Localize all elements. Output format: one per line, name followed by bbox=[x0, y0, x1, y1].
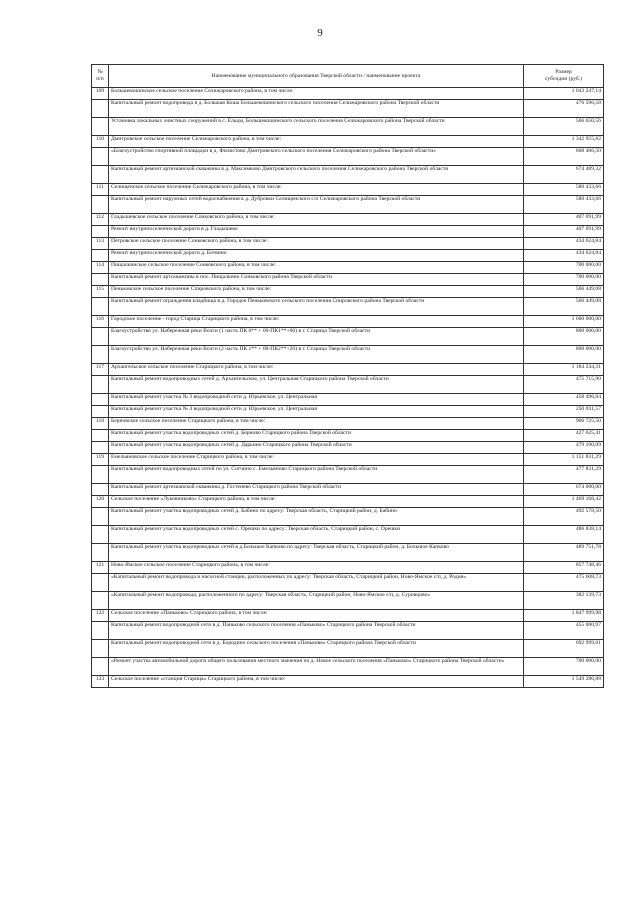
row-amount: 434 624,84 bbox=[524, 238, 604, 250]
table-row-project bbox=[92, 346, 604, 364]
row-name: Капитальный ремонт водопроводных сетей д. Архангельское, ул. Центральная Старицкого района Тверской области bbox=[109, 376, 524, 394]
row-number: 109 bbox=[92, 88, 109, 100]
table-row-municipality bbox=[92, 562, 604, 574]
table-row-project bbox=[92, 148, 604, 166]
row-number: 118 bbox=[92, 418, 109, 430]
row-number: 110 bbox=[92, 136, 109, 148]
row-amount: 382 139,73 bbox=[524, 592, 604, 610]
table-row-project bbox=[92, 328, 604, 346]
row-number bbox=[92, 592, 109, 610]
row-name: Ново-Ямское сельское поселение Старицкого района, в том числе: bbox=[109, 562, 524, 574]
row-number bbox=[92, 376, 109, 394]
page-number: 9 bbox=[317, 27, 323, 39]
row-number: 121 bbox=[92, 562, 109, 574]
table-row-project bbox=[92, 574, 604, 592]
row-amount: 492 578,50 bbox=[524, 508, 604, 526]
table-row-project bbox=[92, 298, 604, 316]
table-row-municipality bbox=[92, 496, 604, 508]
row-amount: 674 000,00 bbox=[524, 484, 604, 496]
row-name: Благоустройство ул. Набережная реки Волги (2 часть ПК 1** + 00-ПК2**+20) в г. Старица Тверской области bbox=[109, 346, 524, 364]
row-name: Капитальный ремонт артезианской скважины в д. Максимково Дмитровского сельского поселения Селижаровского района Тверской области bbox=[109, 166, 524, 184]
row-number bbox=[92, 148, 109, 166]
table-row-municipality bbox=[92, 136, 604, 148]
row-name: Капитальный ремонт ограждения кладбища в д. Городок Пеньковского сельского поселения Спировского района Тверской области bbox=[109, 298, 524, 316]
table-row-project bbox=[92, 376, 604, 394]
row-amount: 1 469 168,42 bbox=[524, 496, 604, 508]
row-amount: 489 751,78 bbox=[524, 544, 604, 562]
table-row-project bbox=[92, 166, 604, 184]
row-number bbox=[92, 544, 109, 562]
row-number bbox=[92, 406, 109, 418]
row-name: «Благоустройство спортивной площадки в д. Филистово Дмитровского сельского поселения Селижаровского района Тверской области» bbox=[109, 148, 524, 166]
table-row-project bbox=[92, 196, 604, 214]
row-name: Установка локальных очистных сооружений в с. Ельцы, Большекошинского сельского поселения Селижаровского района Тверской области bbox=[109, 118, 524, 136]
row-amount: 479 100,09 bbox=[524, 442, 604, 454]
row-name: Капитальный ремонт участка водопроводных сетей в д.Большое Капково по адресу: Тверская область, Старицкий район, д. Большое Капково bbox=[109, 544, 524, 562]
row-number bbox=[92, 226, 109, 238]
row-number: 117 bbox=[92, 364, 109, 376]
row-name: Городское поселение - город Старица Старицкого района, в том числе: bbox=[109, 316, 524, 328]
table-row-project bbox=[92, 466, 604, 484]
subsidy-table bbox=[91, 64, 604, 688]
row-number bbox=[92, 442, 109, 454]
table-body bbox=[92, 88, 604, 688]
row-number bbox=[92, 100, 109, 118]
row-number bbox=[92, 574, 109, 592]
table-row-project bbox=[92, 544, 604, 562]
row-name: Капитальный ремонт участка водопроводных сетей с. Орешки по адресу: Тверская область, Старицкий район, с. Орешки bbox=[109, 526, 524, 544]
row-name: Капитальный ремонт участка № 4 водопроводной сети д. Юрьевское, ул. Центральная bbox=[109, 406, 524, 418]
table-row-project bbox=[92, 394, 604, 406]
row-amount: 700 000,00 bbox=[524, 262, 604, 274]
row-name: Капитальный ремонт артскважины в пос. Пищалкино Сонковского района Тверской области bbox=[109, 274, 524, 286]
row-amount: 458 496,84 bbox=[524, 394, 604, 406]
row-name: «Капитальный ремонт водопровода, расположенного по адресу: Тверская область, Старицкий район, Ново-Ямское с/п, д. Суровцово» bbox=[109, 592, 524, 610]
table-row-municipality bbox=[92, 676, 604, 688]
row-name: Капитальный ремонт участка № 3 водопроводной сети д. Юрьевское, ул. Центральная bbox=[109, 394, 524, 406]
row-number bbox=[92, 484, 109, 496]
table-row-project bbox=[92, 526, 604, 544]
row-amount: 692 999,01 bbox=[524, 640, 604, 658]
row-amount: 906 725,50 bbox=[524, 418, 604, 430]
row-number bbox=[92, 166, 109, 184]
header-number: № п/п bbox=[92, 65, 109, 88]
row-number: 113 bbox=[92, 238, 109, 250]
row-number bbox=[92, 622, 109, 640]
table-row-project bbox=[92, 100, 604, 118]
row-amount: 475 715,90 bbox=[524, 376, 604, 394]
row-amount: 566 449,08 bbox=[524, 298, 604, 316]
row-name: Сельское поселение «Паньково» Старицкого района, в том числе: bbox=[109, 610, 524, 622]
row-name: Капитальный ремонт артезианской скважины д. Гостенево Старицкого района Тверской области bbox=[109, 484, 524, 496]
row-number bbox=[92, 328, 109, 346]
row-name: Дмитровское сельское поселение Селижаровского района, в том числе: bbox=[109, 136, 524, 148]
row-number bbox=[92, 430, 109, 442]
row-amount: 800 000,00 bbox=[524, 328, 604, 346]
row-amount: 674 489,32 bbox=[524, 166, 604, 184]
row-name: Капитальный ремонт водопроводных сетей по ул. Сотчино с. Емельяново Старицкого района Тверской области bbox=[109, 466, 524, 484]
row-number bbox=[92, 250, 109, 262]
row-name: Капитальный ремонт водопровода в д. Большая Коша Большекошинского сельского поселения Селижаровского района Тверской области bbox=[109, 100, 524, 118]
table-row-project bbox=[92, 508, 604, 526]
row-name: Архангельское сельское поселение Старицкого района, в том числе: bbox=[109, 364, 524, 376]
row-amount: 1 549 280,88 bbox=[524, 676, 604, 688]
header-name: Наименование муниципального образования Тверской области / наименование проекта bbox=[109, 65, 524, 88]
table-row-project bbox=[92, 274, 604, 286]
row-name: Емельяновское сельское поселение Старицкого района, в том числе: bbox=[109, 454, 524, 466]
table-row-municipality bbox=[92, 88, 604, 100]
row-number: 111 bbox=[92, 184, 109, 196]
row-amount: 407 091,99 bbox=[524, 214, 604, 226]
row-name: Пищалкинское сельское поселение Сонковского района, в том числе: bbox=[109, 262, 524, 274]
row-amount: 427 625,41 bbox=[524, 430, 604, 442]
row-name: Сельское поселение «станция Старица» Старицкого района, в том числе: bbox=[109, 676, 524, 688]
row-number bbox=[92, 274, 109, 286]
row-amount: 857 748,46 bbox=[524, 562, 604, 574]
row-amount: 475 608,73 bbox=[524, 574, 604, 592]
table-row-project bbox=[92, 430, 604, 442]
row-number: 116 bbox=[92, 316, 109, 328]
row-number bbox=[92, 196, 109, 214]
row-amount: 407 091,99 bbox=[524, 226, 604, 238]
table-row-municipality bbox=[92, 238, 604, 250]
table-row-project bbox=[92, 118, 604, 136]
row-number bbox=[92, 466, 109, 484]
row-number: 114 bbox=[92, 262, 109, 274]
row-name: Сельское поселение «Луковниково» Старицкого района, в том числе: bbox=[109, 496, 524, 508]
table-row-project bbox=[92, 484, 604, 496]
table-row-municipality bbox=[92, 214, 604, 226]
row-name: Капитальный ремонт участка водопроводных сетей д. Берново Старицкого района Тверской области bbox=[109, 430, 524, 442]
header-amount: Размер субсидии (руб.) bbox=[524, 65, 604, 88]
row-name: Капитальный ремонт наружных сетей водоснабжения в д. Дубровки Селищенского с/п Селижаровского района Тверской области bbox=[109, 196, 524, 214]
row-number bbox=[92, 526, 109, 544]
row-amount: 700 000,00 bbox=[524, 658, 604, 676]
row-name: Капитальный ремонт участка водопроводных сетей д. Дарьино Старицкого района Тверской области bbox=[109, 442, 524, 454]
row-name: Ремонт внутрипоселенческой дороги д. Ботвино bbox=[109, 250, 524, 262]
row-name: Благоустройство ул. Набережная реки Волги (1 часть ПК 0** + 00-ПК1**+00) в г. Старица Тверской области bbox=[109, 328, 524, 346]
row-name: Пеньковское сельское поселение Спировского района, в том числе: bbox=[109, 286, 524, 298]
row-amount: 566 449,08 bbox=[524, 286, 604, 298]
row-amount: 1 043 247,14 bbox=[524, 88, 604, 100]
row-name: Капитальный ремонт участка водопроводных сетей д. Бабино по адресу: Тверская область, Старицкий район, д. Бабино bbox=[109, 508, 524, 526]
row-number: 122 bbox=[92, 610, 109, 622]
table-row-project bbox=[92, 592, 604, 610]
row-name: Петровское сельское поселение Сонковского района, в том числе: bbox=[109, 238, 524, 250]
table-row-project bbox=[92, 226, 604, 238]
row-number: 119 bbox=[92, 454, 109, 466]
table-row-project bbox=[92, 406, 604, 418]
row-number: 120 bbox=[92, 496, 109, 508]
table-row-municipality bbox=[92, 184, 604, 196]
row-name: «Ремонт участка автомобильной дороги общего пользования местного значения по д. Новое сельского поселения «Паньково» Старицкого района Тверской области» bbox=[109, 658, 524, 676]
row-name: Гладышевское сельское поселение Сонковского района, в том числе: bbox=[109, 214, 524, 226]
row-name: Капитальный ремонт водопроводной сети в д. Бородино сельского поселения «Паньково» Старицкого района Тверской области bbox=[109, 640, 524, 658]
table-row-municipality bbox=[92, 286, 604, 298]
row-amount: 700 000,00 bbox=[524, 274, 604, 286]
row-amount: 1 184 244,31 bbox=[524, 364, 604, 376]
table-header-row bbox=[92, 65, 604, 88]
row-amount: 434 624,84 bbox=[524, 250, 604, 262]
row-name: Большекошинское сельское поселение Селижаровского района, в том числе: bbox=[109, 88, 524, 100]
row-number: 112 bbox=[92, 214, 109, 226]
row-amount: 476 596,58 bbox=[524, 100, 604, 118]
row-amount: 580 433,66 bbox=[524, 196, 604, 214]
row-amount: 250 031,57 bbox=[524, 406, 604, 418]
row-amount: 1 342 955,82 bbox=[524, 136, 604, 148]
row-name: Капитальный ремонт водопроводной сети в д. Паньково сельского поселения «Паньково» Старицкого района Тверской области bbox=[109, 622, 524, 640]
row-number: 123 bbox=[92, 676, 109, 688]
row-amount: 668 466,50 bbox=[524, 148, 604, 166]
row-number bbox=[92, 298, 109, 316]
row-name: Ремонт внутрипоселенческой дороги в д. Гладышево bbox=[109, 226, 524, 238]
table-row-project bbox=[92, 442, 604, 454]
row-amount: 1 151 831,29 bbox=[524, 454, 604, 466]
table-row-municipality bbox=[92, 454, 604, 466]
table-row-municipality bbox=[92, 364, 604, 376]
row-number bbox=[92, 658, 109, 676]
row-name: «Капитальный ремонт водопровода и насосной станции, расположенных по адресу: Тверская область, Старицкий район, Ново-Ямское с/п, д. Родня» bbox=[109, 574, 524, 592]
row-amount: 477 831,29 bbox=[524, 466, 604, 484]
table-row-project bbox=[92, 250, 604, 262]
table-row-project bbox=[92, 622, 604, 640]
table-row-municipality bbox=[92, 316, 604, 328]
row-number bbox=[92, 394, 109, 406]
row-number: 115 bbox=[92, 286, 109, 298]
row-amount: 1 847 999,98 bbox=[524, 610, 604, 622]
row-amount: 455 000,97 bbox=[524, 622, 604, 640]
table-row-project bbox=[92, 640, 604, 658]
row-number bbox=[92, 640, 109, 658]
row-amount: 580 433,66 bbox=[524, 184, 604, 196]
row-name: Селищенское сельское поселение Селижаровского района, в том числе: bbox=[109, 184, 524, 196]
table-row-municipality bbox=[92, 610, 604, 622]
table-row-municipality bbox=[92, 418, 604, 430]
row-amount: 1 600 000,00 bbox=[524, 316, 604, 328]
table-row-project bbox=[92, 658, 604, 676]
row-amount: 566 650,56 bbox=[524, 118, 604, 136]
row-amount: 486 838,14 bbox=[524, 526, 604, 544]
table-row-municipality bbox=[92, 262, 604, 274]
row-number bbox=[92, 508, 109, 526]
row-number bbox=[92, 118, 109, 136]
row-name: Берновское сельское поселение Старицкого района, в том числе: bbox=[109, 418, 524, 430]
row-number bbox=[92, 346, 109, 364]
row-amount: 800 000,00 bbox=[524, 346, 604, 364]
